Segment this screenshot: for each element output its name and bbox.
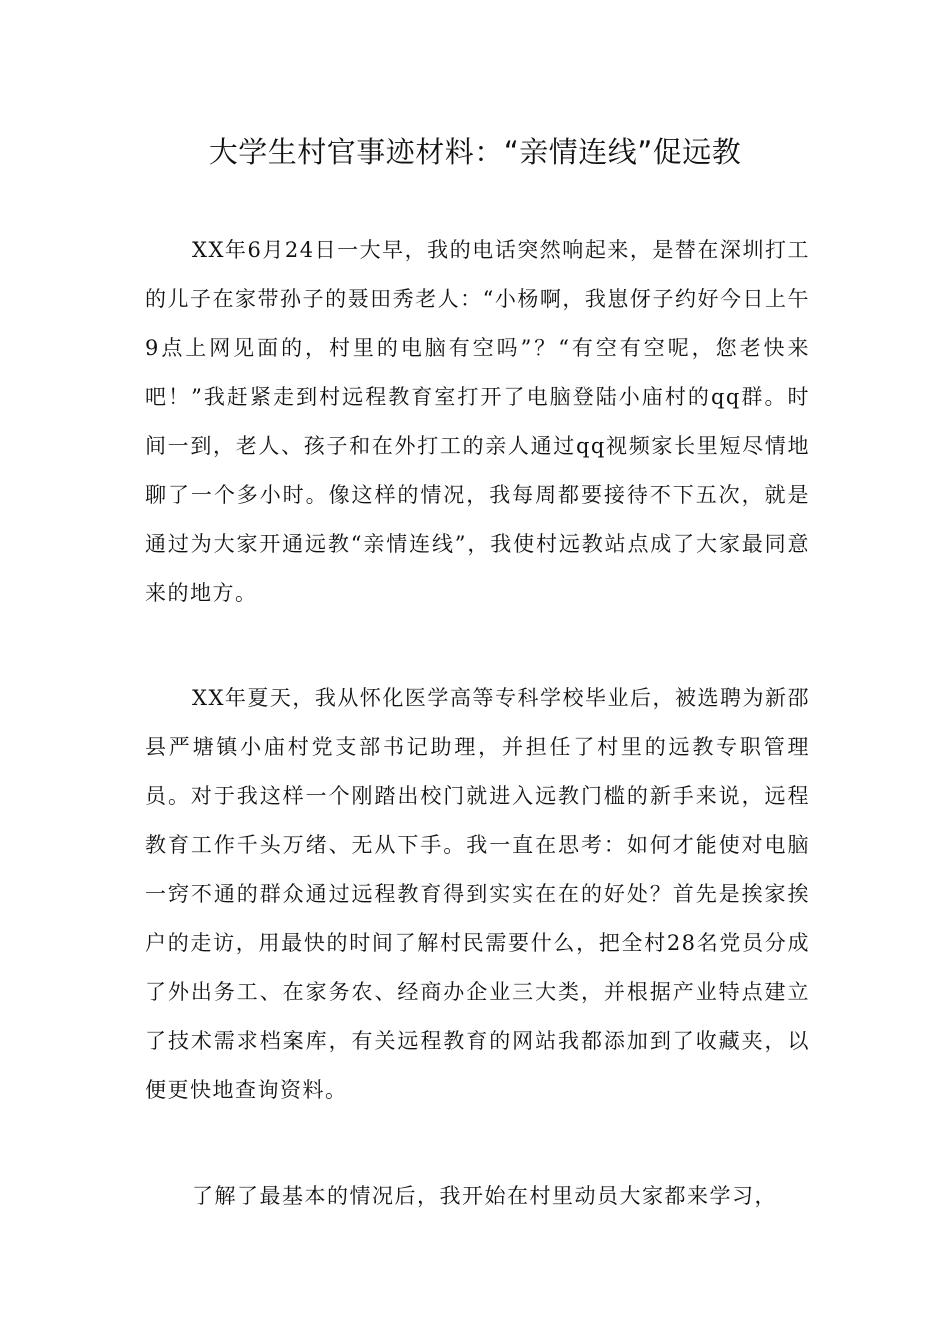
paragraph-2: XX年夏天，我从怀化医学高等专科学校毕业后，被选聘为新邵县严塘镇小庙村党支部书记助理，并担任了村里的远教专职管理员。对于我这样一个刚踏出校门就进入远教门槛的新手来说，远程教育工作千头万绪、无从下手。我一直在思考：如何才能使对电脑一窍不通的群众通过远程教育得到实实在在的好处？首先是挨家挨户的走访，用最快的时间了解村民需要什么，把全村28名党员分成了外出务工、在家务农、经商办企业三大类，并根据产业特点建立了技术需求档案库，有关远程教育的网站我都添加到了收藏夹，以便更快地查询资料。 (145, 686, 810, 1102)
paragraph-3: 了解了最基本的情况后，我开始在村里动员大家都来学习， (192, 1184, 777, 1208)
document-title: 大学生村官事迹材料：“亲情连线”促远教 (208, 135, 742, 169)
paragraph-1: XX年6月24日一大早，我的电话突然响起来，是替在深圳打工的儿子在家带孙子的聂田秀老人：“小杨啊，我崽伢子约好今日上午9点上网见面的，村里的电脑有空吗”？“有空有空呢，您老快来吧！”我赶紧走到村远程教育室打开了电脑登陆小庙村的qq群。时间一到，老人、孩子和在外打工的亲人通过qq视频家长里短尽情地聊了一个多小时。像这样的情况，我每周都要接待不下五次，就是通过为大家开通远教“亲情连线”，我使村远教站点成了大家最同意来的地方。 (145, 238, 810, 605)
